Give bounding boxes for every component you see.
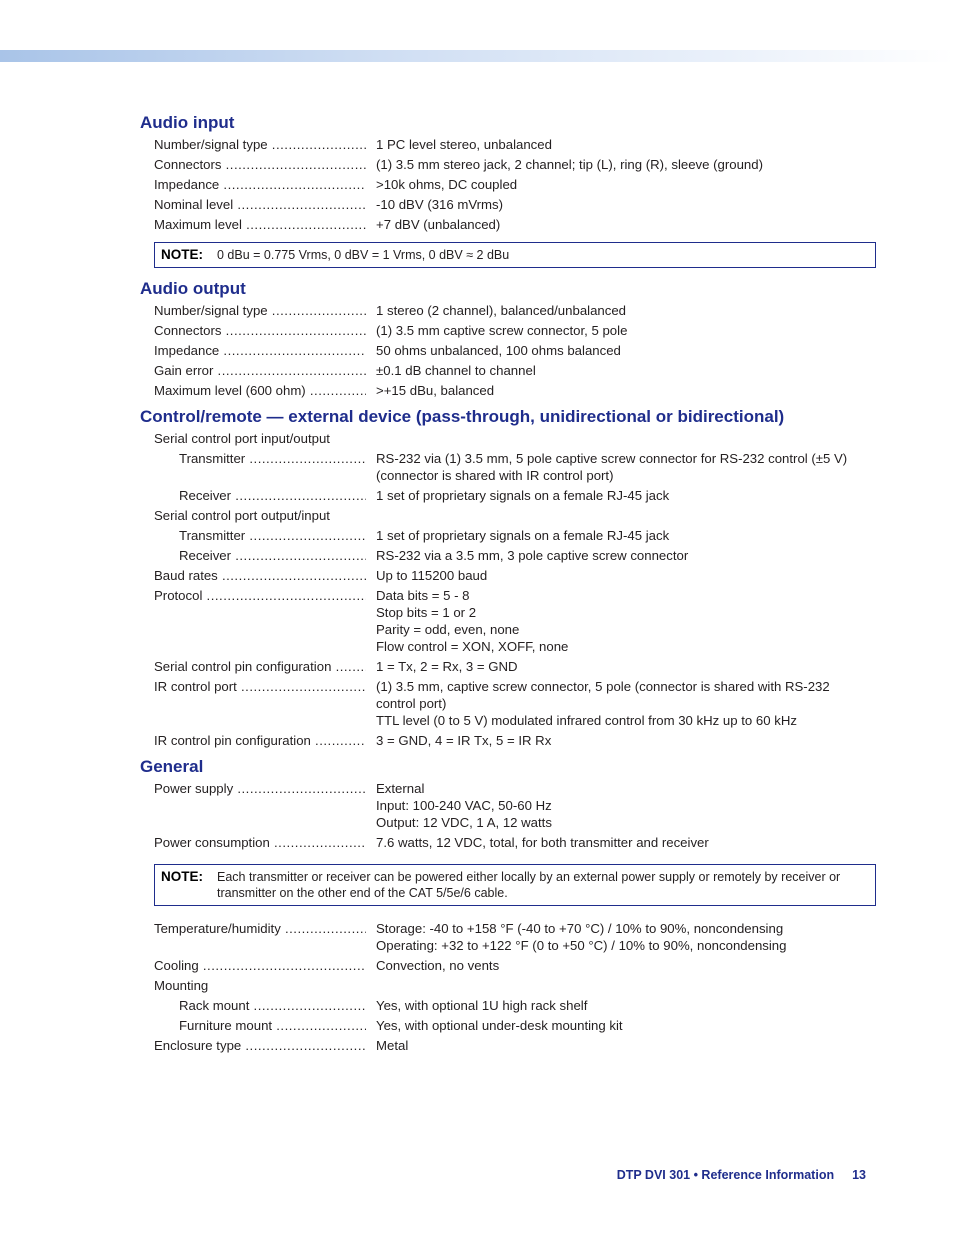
spec-content bbox=[140, 112, 870, 1055]
spec-row bbox=[140, 360, 870, 380]
spec-row bbox=[140, 676, 870, 730]
spec-value: Convection, no vents bbox=[376, 957, 500, 973]
spec-value: (1) 3.5 mm captive screw connector, 5 pole bbox=[376, 322, 628, 338]
page-number: 13 bbox=[852, 1168, 866, 1182]
spec-label: Enclosure type ..... bbox=[154, 1037, 366, 1054]
page-footer bbox=[617, 1168, 866, 1182]
spec-label: Maximum level ..... bbox=[154, 216, 366, 233]
spec-value: +7 dBV (unbalanced) bbox=[376, 216, 501, 232]
spec-label: IR control pin configuration ..... bbox=[154, 732, 366, 749]
spec-value: Yes, with optional 1U high rack shelf bbox=[376, 997, 588, 1013]
spec-row bbox=[140, 656, 870, 676]
spec-value: 1 = Tx, 2 = Rx, 3 = GND bbox=[376, 658, 518, 674]
spec-row bbox=[140, 214, 870, 234]
spec-label: Cooling ..... bbox=[154, 957, 366, 974]
spec-row bbox=[140, 194, 870, 214]
spec-label: Number/signal type ..... bbox=[154, 302, 366, 319]
spec-value: 1 set of proprietary signals on a female RJ-45 jack bbox=[376, 527, 670, 543]
spec-value: RS-232 via a 3.5 mm, 3 pole captive screw connector bbox=[376, 547, 689, 563]
note-box bbox=[154, 242, 876, 268]
section-heading-audio-output: Audio output bbox=[140, 279, 246, 298]
group-label: Serial control port output/input bbox=[154, 507, 330, 523]
spec-row bbox=[140, 448, 870, 485]
spec-table bbox=[140, 448, 870, 505]
spec-label: Power supply ..... bbox=[154, 780, 366, 797]
spec-value: External Input: 100-240 VAC, 50-60 Hz Output: 12 VDC, 1 A, 12 watts bbox=[376, 780, 552, 830]
spec-row bbox=[140, 918, 870, 955]
spec-value: Storage: -40 to +158 °F (-40 to +70 °C) / 10% to 90%, noncondensing Operating: +32 to +122 °F (0 to +50 °C) / 10% to 90%, noncondensing bbox=[376, 920, 787, 953]
spec-row bbox=[140, 174, 870, 194]
spec-row bbox=[140, 134, 870, 154]
note-text: 0 dBu = 0.775 Vrms, 0 dBV = 1 Vrms, 0 dBV ≈ 2 dBu bbox=[217, 248, 510, 262]
spec-value: 1 PC level stereo, unbalanced bbox=[376, 136, 552, 152]
group-label: Mounting bbox=[154, 977, 209, 993]
section-heading-general: General bbox=[140, 757, 204, 776]
spec-value: Data bits = 5 - 8 Stop bits = 1 or 2 Parity = odd, even, none Flow control = XON, XOFF, none bbox=[376, 587, 569, 654]
spec-value: >+15 dBu, balanced bbox=[376, 382, 495, 398]
spec-row bbox=[140, 730, 870, 750]
spec-label: Gain error ..... bbox=[154, 362, 366, 379]
spec-label: Power consumption ..... bbox=[154, 834, 366, 851]
spec-label: IR control port ..... bbox=[154, 678, 366, 695]
spec-label: Protocol ..... bbox=[154, 587, 366, 604]
spec-table bbox=[140, 300, 870, 400]
spec-row bbox=[140, 340, 870, 360]
spec-table bbox=[140, 565, 870, 750]
spec-label: Serial control pin configuration ..... bbox=[154, 658, 366, 675]
spec-label: Nominal level ..... bbox=[154, 196, 366, 213]
spec-table bbox=[140, 1035, 870, 1055]
spec-label: Transmitter ..... bbox=[179, 450, 366, 467]
spec-table bbox=[140, 995, 870, 1035]
spec-value: -10 dBV (316 mVrms) bbox=[376, 196, 504, 212]
spec-label: Furniture mount ..... bbox=[179, 1017, 366, 1034]
spec-value: 50 ohms unbalanced, 100 ohms balanced bbox=[376, 342, 621, 358]
spec-label: Baud rates ..... bbox=[154, 567, 366, 584]
spec-label: Impedance ..... bbox=[154, 342, 366, 359]
spec-table bbox=[140, 778, 870, 852]
group-label: Serial control port input/output bbox=[154, 430, 330, 446]
spec-label: Maximum level (600 ohm) ..... bbox=[154, 382, 366, 399]
spec-label: Receiver ..... bbox=[179, 547, 366, 564]
spec-value: RS-232 via (1) 3.5 mm, 5 pole captive screw connector for RS-232 control (±5 V) (connector is shared with IR control port) bbox=[376, 450, 848, 483]
spec-row bbox=[140, 320, 870, 340]
spec-label: Receiver ..... bbox=[179, 487, 366, 504]
spec-value: 1 stereo (2 channel), balanced/unbalanced bbox=[376, 302, 627, 318]
spec-row bbox=[140, 300, 870, 320]
spec-row bbox=[140, 778, 870, 832]
spec-label: Impedance ..... bbox=[154, 176, 366, 193]
spec-value: Yes, with optional under-desk mounting kit bbox=[376, 1017, 623, 1033]
spec-table bbox=[140, 525, 870, 565]
header-gradient-bar bbox=[0, 50, 954, 62]
spec-row bbox=[140, 832, 870, 852]
spec-row bbox=[140, 154, 870, 174]
section-heading-audio-input: Audio input bbox=[140, 113, 235, 132]
spec-row bbox=[140, 565, 870, 585]
spec-value: Up to 115200 baud bbox=[376, 567, 488, 583]
spec-value: (1) 3.5 mm stereo jack, 2 channel; tip (L), ring (R), sleeve (ground) bbox=[376, 156, 763, 172]
spec-row bbox=[140, 995, 870, 1015]
spec-value: >10k ohms, DC coupled bbox=[376, 176, 518, 192]
spec-label: Temperature/humidity ..... bbox=[154, 920, 366, 937]
note-label: NOTE: bbox=[161, 869, 203, 884]
spec-row bbox=[140, 1035, 870, 1055]
note-box bbox=[154, 864, 876, 906]
spec-value: (1) 3.5 mm, captive screw connector, 5 pole (connector is shared with RS-232 control port) TTL level (0 to 5 V) modulated infrared control from 30 kHz up to 60 kHz bbox=[376, 678, 830, 728]
spec-value: 7.6 watts, 12 VDC, total, for both transmitter and receiver bbox=[376, 834, 709, 850]
spec-label: Number/signal type ..... bbox=[154, 136, 366, 153]
spec-table bbox=[140, 918, 870, 975]
spec-row bbox=[140, 525, 870, 545]
spec-row bbox=[140, 545, 870, 565]
spec-label: Rack mount ..... bbox=[179, 997, 366, 1014]
spec-table bbox=[140, 134, 870, 234]
note-text: Each transmitter or receiver can be powered either locally by an external power supply or remotely by receiver or transmitter on the other end of the CAT 5/5e/6 cable. bbox=[217, 870, 841, 900]
spec-row bbox=[140, 380, 870, 400]
spec-label: Transmitter ..... bbox=[179, 527, 366, 544]
spec-value: ±0.1 dB channel to channel bbox=[376, 362, 536, 378]
spec-row bbox=[140, 1015, 870, 1035]
spec-row bbox=[140, 585, 870, 656]
note-label: NOTE: bbox=[161, 247, 203, 262]
spec-label: Connectors ..... bbox=[154, 156, 366, 173]
footer-title: DTP DVI 301 • Reference Information bbox=[616, 1168, 835, 1182]
spec-row bbox=[140, 485, 870, 505]
spec-label: Connectors ..... bbox=[154, 322, 366, 339]
spec-value: Metal bbox=[376, 1037, 409, 1053]
spec-row bbox=[140, 955, 870, 975]
section-heading-control: Control/remote — external device (pass-through, unidirectional or bidirectional) bbox=[140, 407, 785, 426]
spec-value: 3 = GND, 4 = IR Tx, 5 = IR Rx bbox=[376, 732, 552, 748]
spec-value: 1 set of proprietary signals on a female RJ-45 jack bbox=[376, 487, 670, 503]
